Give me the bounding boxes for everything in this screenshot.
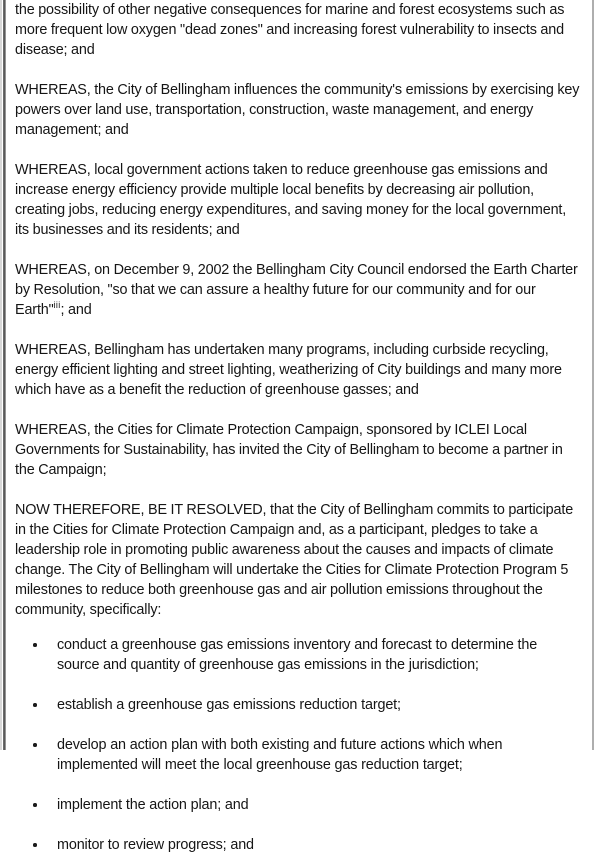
footnote-marker-iii: iii	[53, 300, 61, 311]
scan-edge-artifact-left-faint	[0, 0, 2, 750]
paragraph-whereas-programs: WHEREAS, Bellingham has undertaken many programs, including curbside recycling, energy efficient lighting and street lighting, weatherizing of City buildings and many more which have as a benefit the reduction of greenhouse gasses; and	[15, 342, 562, 398]
list-item-label: implement the action plan; and	[57, 797, 249, 813]
paragraph-whereas-influences: WHEREAS, the City of Bellingham influences the community's emissions by exercising key powers over land use, transportation, construction, waste management, and energy management; and	[15, 82, 580, 138]
scan-edge-artifact-left	[3, 0, 6, 750]
bullet-dot-icon	[33, 703, 37, 707]
paragraph-whereas-iclei: WHEREAS, the Cities for Climate Protection Campaign, sponsored by ICLEI Local Governments for Sustainability, has invited the City of Bellingham to become a partner in the Campaign;	[15, 422, 563, 478]
paragraph-whereas-local-government: WHEREAS, local government actions taken to reduce greenhouse gas emissions and increase energy efficiency provide multiple local benefits by decreasing air pollution, creating jobs, reducing energy expenditures, and saving money for the local government, its businesses and its residents; and	[15, 162, 567, 238]
milestones-list	[15, 635, 582, 855]
list-item	[15, 735, 562, 775]
paragraph-spacer	[15, 140, 582, 160]
paragraph-spacer	[15, 320, 582, 340]
paragraph-whereas-earth-charter	[15, 260, 582, 320]
paragraph-spacer	[15, 400, 582, 420]
list-spacer	[15, 620, 582, 635]
bullet-dot-icon	[33, 643, 37, 647]
earth-charter-text-before-footnote: WHEREAS, on December 9, 2002 the Bellingham City Council endorsed the Earth Charter by Resolution, "so that we can assure a healthy future for our community and for our Earth"	[15, 262, 578, 318]
list-item-label: monitor to review progress; and	[57, 837, 254, 853]
bullet-dot-icon	[33, 743, 37, 747]
list-item	[15, 695, 562, 715]
scan-edge-artifact-right	[592, 0, 594, 750]
list-item-label: conduct a greenhouse gas emissions inventory and forecast to determine the source and quantity of greenhouse gas emissions in the jurisdiction;	[57, 637, 538, 673]
list-item	[15, 835, 562, 855]
paragraph-spacer	[15, 60, 582, 80]
list-item-label: develop an action plan with both existing and future actions which when implemented will meet the local greenhouse gas reduction target;	[57, 737, 503, 773]
document-text-body	[15, 0, 582, 855]
list-item-label: establish a greenhouse gas emissions reduction target;	[57, 697, 401, 713]
bullet-dot-icon	[33, 843, 37, 847]
paragraph-ecosystems: the possibility of other negative consequences for marine and forest ecosystems such as more frequent low oxygen "dead zones" and increasing forest vulnerability to insects and disease; and	[15, 2, 565, 58]
paragraph-spacer	[15, 240, 582, 260]
earth-charter-text-after-footnote: ; and	[60, 302, 92, 318]
list-item	[15, 635, 562, 675]
paragraph-spacer	[15, 480, 582, 500]
paragraph-now-therefore: NOW THEREFORE, BE IT RESOLVED, that the City of Bellingham commits to participate in the Cities for Climate Protection Campaign and, as a participant, pledges to take a leadership role in promoting public awareness about the causes and impacts of climate change. The City of Bellingham will undertake the Cities for Climate Protection Program 5 milestones to reduce both greenhouse gas and air pollution emissions throughout the community, specifically:	[15, 502, 574, 618]
list-item	[15, 795, 562, 815]
bullet-dot-icon	[33, 803, 37, 807]
